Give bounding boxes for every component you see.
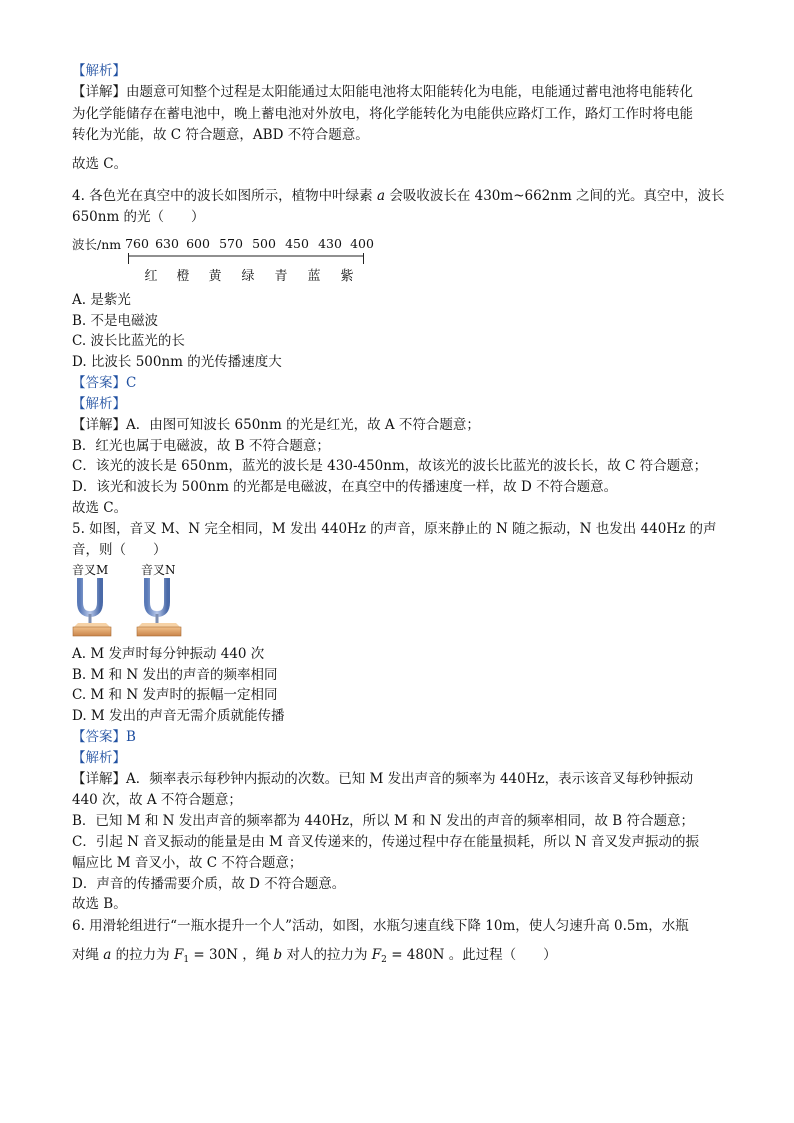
q6-f2-symbol: F [371, 947, 382, 963]
color-label: 橙 [176, 269, 190, 284]
q4-detail-line: C．该光的波长是 650nm，蓝光的波长是 430-450nm，故该光的波长比蓝光的波长长，故 C 符合题意； [72, 458, 708, 474]
color-label: 紫 [340, 269, 354, 284]
q5-detail-line: 幅应比 M 音叉小，故 C 不符合题意； [72, 855, 303, 871]
q5-stem-line-2: 音，则（ ） [72, 542, 167, 558]
q5-detail-line: 440 次，故 A 不符合题意； [72, 792, 242, 808]
q3-jiexi-label: 【解析】 [72, 63, 126, 79]
q4-detail-line: 【详解】A．由图可知波长 650nm 的光是红光，故 A 不符合题意； [72, 417, 480, 433]
q6-f1-subscript: 1 [183, 955, 190, 965]
tick-label: 630 [155, 236, 179, 251]
q6-f2-subscript: 2 [381, 955, 387, 965]
q4-stem-text-a: 4. 各色光在真空中的波长如图所示，植物中叶绿素 [72, 188, 373, 204]
q5-conclusion: 故选 B。 [72, 896, 127, 912]
q5-detail-line: 【详解】A．频率表示每秒钟内振动的次数。已知 M 发出声音的频率为 440Hz，表示该音叉每秒钟振动 [72, 771, 694, 787]
fork-m-label: 音叉M [72, 563, 109, 577]
q4-var-a: a [376, 188, 386, 204]
fork-n-icon [137, 578, 181, 636]
q6-stem-line-1: 6. 用滑轮组进行“一瓶水提升一个人”活动，如图，水瓶匀速直线下降 10m，使人匀速升高 0.5m，水瓶 [72, 918, 689, 934]
q6-f2-value: = 480N [386, 947, 445, 963]
fork-m-icon [73, 578, 111, 636]
fork-n-label: 音叉N [141, 563, 176, 577]
q4-stem-text-b: 会吸收波长在 430m~662nm 之间的光。真空中，波长 [389, 188, 725, 204]
q5-detail-line: C．引起 N 音叉振动的能量是由 M 音叉传递来的，传递过程中存在能量损耗，所以 N 音叉发声振动的振 [72, 834, 700, 850]
q4-answer: 【答案】C [72, 375, 137, 391]
q4-option-d: D. 比波长 500nm 的光传播速度大 [72, 354, 282, 370]
q6-text: 。此过程（ ） [448, 947, 557, 963]
q6-text: 的拉力为 [115, 947, 170, 963]
q4-stem-line-2: 650nm 的光（ ） [72, 209, 205, 225]
color-label: 青 [274, 269, 288, 284]
q6-var-a: a [103, 947, 112, 963]
tick-label: 570 [219, 236, 243, 251]
wavelength-scale-line [128, 253, 368, 265]
tick-label: 600 [186, 236, 210, 251]
tick-label: 500 [252, 236, 276, 251]
tick-label: 760 [125, 236, 149, 251]
q4-option-a: A. 是紫光 [72, 292, 131, 308]
q4-option-b: B. 不是电磁波 [72, 313, 159, 329]
tuning-forks-illustration [70, 576, 185, 640]
color-label: 红 [144, 269, 158, 284]
q5-option-c: C. M 和 N 发声时的振幅一定相同 [72, 687, 278, 703]
q4-option-c: C. 波长比蓝光的长 [72, 333, 185, 349]
tick-label: 400 [350, 236, 374, 251]
color-label: 黄 [208, 269, 222, 284]
q6-var-b: b [273, 947, 283, 963]
q4-conclusion: 故选 C。 [72, 500, 128, 516]
q5-stem-line-1: 5. 如图，音叉 M、N 完全相同，M 发出 440Hz 的声音，原来静止的 N 随之振动，N 也发出 440Hz 的声 [72, 521, 717, 537]
q6-f1-symbol: F [173, 947, 184, 963]
q5-option-a: A. M 发声时每分钟振动 440 次 [72, 646, 265, 662]
q5-option-b: B. M 和 N 发出的声音的频率相同 [72, 667, 278, 683]
wavelength-axis-label: 波长/nm [72, 237, 122, 252]
q6-text: 对绳 [72, 947, 99, 963]
q5-detail-line: D．声音的传播需要介质，故 D 不符合题意。 [72, 876, 346, 892]
q4-jiexi-label: 【解析】 [72, 396, 126, 412]
q5-detail-line: B．已知 M 和 N 发出声音的频率都为 440Hz，所以 M 和 N 发出的声音的频率相同，故 B 符合题意； [72, 813, 694, 829]
q5-answer: 【答案】B [72, 729, 136, 745]
q3-conclusion: 故选 C。 [72, 156, 128, 172]
q5-option-d: D. M 发出的声音无需介质就能传播 [72, 708, 285, 724]
tick-label: 430 [318, 236, 342, 251]
color-label: 蓝 [307, 269, 321, 284]
q4-detail-line: D．该光和波长为 500nm 的光都是电磁波，在真空中的传播速度一样，故 D 不符合题意。 [72, 479, 618, 495]
q6-text: 对人的拉力为 [286, 947, 368, 963]
tick-label: 450 [285, 236, 309, 251]
q4-stem-line-1 [72, 186, 725, 206]
q5-jiexi-label: 【解析】 [72, 750, 126, 766]
color-label: 绿 [241, 269, 255, 284]
q3-detail-line-1: 【详解】由题意可知整个过程是太阳能通过太阳能电池将太阳能转化为电能，电能通过蓄电池将电能转化 [72, 84, 693, 100]
q6-stem-line-2 [72, 945, 557, 970]
q4-detail-line: B．红光也属于电磁波，故 B 不符合题意； [72, 438, 330, 454]
q6-f1-value: = 30N [189, 947, 238, 963]
q3-detail-line-2: 为化学能储存在蓄电池中，晚上蓄电池对外放电，将化学能转化为电能供应路灯工作，路灯工作时将电能 [72, 106, 693, 122]
q6-text: ，绳 [242, 947, 270, 963]
q3-detail-line-3: 转化为光能，故 C 符合题意，ABD 不符合题意。 [72, 127, 369, 143]
